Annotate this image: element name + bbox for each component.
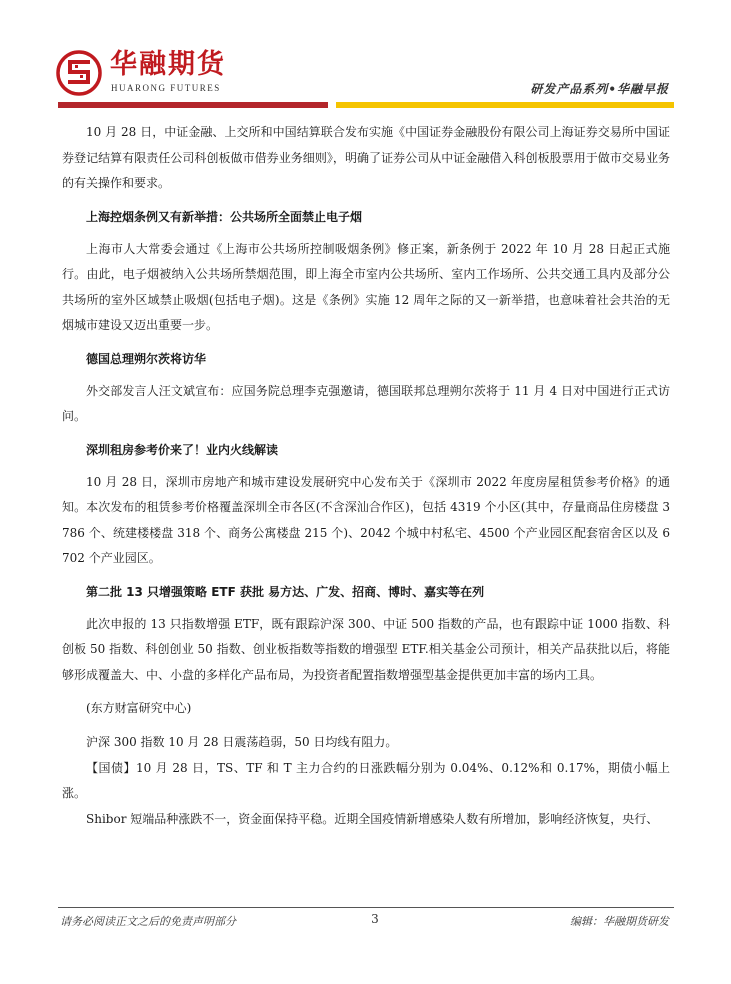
- footer-divider: [58, 907, 674, 908]
- news-paragraph-scholz-visit: 外交部发言人汪文斌宣布：应国务院总理李克强邀请，德国联邦总理朔尔茨将于 11 月 4 日对中国进行正式访问。: [62, 383, 670, 423]
- headline-etf-approval: 第二批 13 只增强策略 ETF 获批 易方达、广发、招商、博时、嘉实等在列: [86, 584, 485, 599]
- headline-shanghai-smoking: 上海控烟条例又有新举措：公共场所全面禁止电子烟: [86, 209, 363, 224]
- brand-name-english: HUARONG FUTURES: [111, 83, 221, 93]
- report-series-title: 研发产品系列•华融早报: [530, 82, 669, 96]
- brand-name: 华融期货: [110, 49, 226, 80]
- report-body: [62, 120, 670, 832]
- news-paragraph-etf-approval: 此次申报的 13 只指数增强 ETF，既有跟踪沪深 300、中证 500 指数的产品，也有跟踪中证 1000 指数、科创板 50 指数、科创创业 50 指数、创业板指数等指数的增强型 ETF.相关基金公司预计，相关产品获批以后，将能够形成覆盖大、中、小盘的多样化产品布局，为投资者配置指数增强型基金提供更加丰富的场内工具。: [62, 616, 670, 682]
- news-paragraph-shenzhen-rent: 10 月 28 日，深圳市房地产和城市建设发展研究中心发布关于《深圳市 2022 年度房屋租赁参考价格》的通知。本次发布的租赁参考价格覆盖深圳全市各区(不含深汕合作区)，包括 4319 个小区(其中，存量商品住房楼盘 3786 个、统建楼楼盘 318 个、商务公寓楼盘 215 个)、2042 个城中村私宅、4500 个产业园区配套宿舍区以及 6702 个产业园区。: [62, 474, 670, 565]
- page-number: 3: [371, 912, 379, 926]
- headline-shenzhen-rent: 深圳租房参考价来了！业内火线解读: [86, 442, 279, 457]
- index-commentary: 沪深 300 指数 10 月 28 日震荡趋弱，50 日均线有阻力。: [86, 735, 398, 749]
- header-bar-gold: [336, 102, 674, 108]
- shibor-commentary: Shibor 短端品种涨跌不一，资金面保持平稳。近期全国疫情新增感染人数有所增加，影响经济恢复，央行、: [86, 811, 659, 826]
- huarong-logo-icon: [56, 50, 102, 96]
- news-paragraph-csf: 10 月 28 日，中证金融、上交所和中国结算联合发布实施《中国证券金融股份有限公司上海证券交易所中国证券登记结算有限责任公司科创板做市借券业务细则》，明确了证券公司从中证金融借入科创板股票用于做市交易业务的有关操作和要求。: [62, 125, 670, 190]
- bond-commentary: 【国债】10 月 28 日，TS、TF 和 T 主力合约的日涨跌幅分别为 0.04%、0.12%和 0.17%，期债小幅上涨。: [62, 760, 670, 800]
- headline-scholz-visit: 德国总理朔尔茨将访华: [86, 351, 207, 366]
- source-note: (东方财富研究中心): [86, 701, 192, 715]
- news-paragraph-shanghai-smoking: 上海市人大常委会通过《上海市公共场所控制吸烟条例》修正案，新条例于 2022 年 10 月 28 日起正式施行。由此，电子烟被纳入公共场所禁烟范围，即上海全市室内公共场所、室内工作场所、公共交通工具内及部分公共场所的室外区域禁止吸烟(包括电子烟)。这是《条例》实施 12 周年之际的又一新举措，也意味着社会共治的无烟城市建设又迈出重要一步。: [62, 241, 670, 332]
- footer-author: 编辑：华融期货研发: [570, 915, 669, 928]
- header-bar-red: [58, 102, 328, 108]
- footer-disclaimer: 请务必阅读正文之后的免责声明部分: [60, 915, 236, 928]
